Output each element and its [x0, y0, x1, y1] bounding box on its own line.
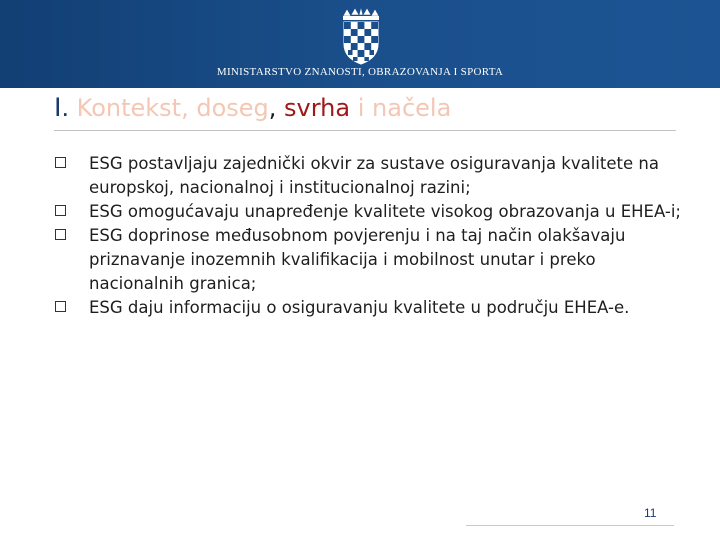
title-part-principles: i načela	[350, 94, 452, 122]
list-item	[55, 224, 685, 296]
list-item	[55, 152, 685, 200]
checkbox-icon	[55, 205, 66, 216]
coat-of-arms-icon	[339, 6, 383, 66]
list-item	[55, 200, 685, 224]
list-item	[55, 296, 685, 320]
bullet-list	[55, 152, 685, 320]
ministry-name: MINISTARSTVO ZNANOSTI, OBRAZOVANJA I SPORTA	[216, 66, 504, 78]
bullet-text: ESG postavljaju zajednički okvir za sustave osiguravanja kvalitete na europskoj, nacionalnoj i institucionalnoj razini;	[89, 154, 659, 197]
page-number: 11	[644, 506, 657, 520]
footer-divider	[466, 525, 674, 526]
slide-title	[54, 90, 451, 125]
title-part-purpose: svrha	[284, 94, 351, 122]
title-comma: ,	[268, 94, 285, 122]
title-divider	[54, 130, 676, 131]
bullet-text: ESG omogućavaju unapređenje kvalitete visokog obrazovanja u EHEA-i;	[89, 202, 681, 221]
bullet-text: ESG daju informaciju o osiguravanju kvalitete u području EHEA-e.	[89, 298, 630, 317]
title-part-context: Kontekst, doseg	[76, 94, 269, 122]
checkbox-icon	[55, 301, 66, 312]
checkbox-icon	[55, 157, 66, 168]
bullet-text: ESG doprinose međusobnom povjerenju i na taj način olakšavaju priznavanje inozemnih kvalifikacija i mobilnost unutar i preko nacionalnih granica;	[89, 226, 626, 293]
checkbox-icon	[55, 229, 66, 240]
header-band	[0, 0, 720, 88]
title-number: I.	[54, 92, 70, 122]
